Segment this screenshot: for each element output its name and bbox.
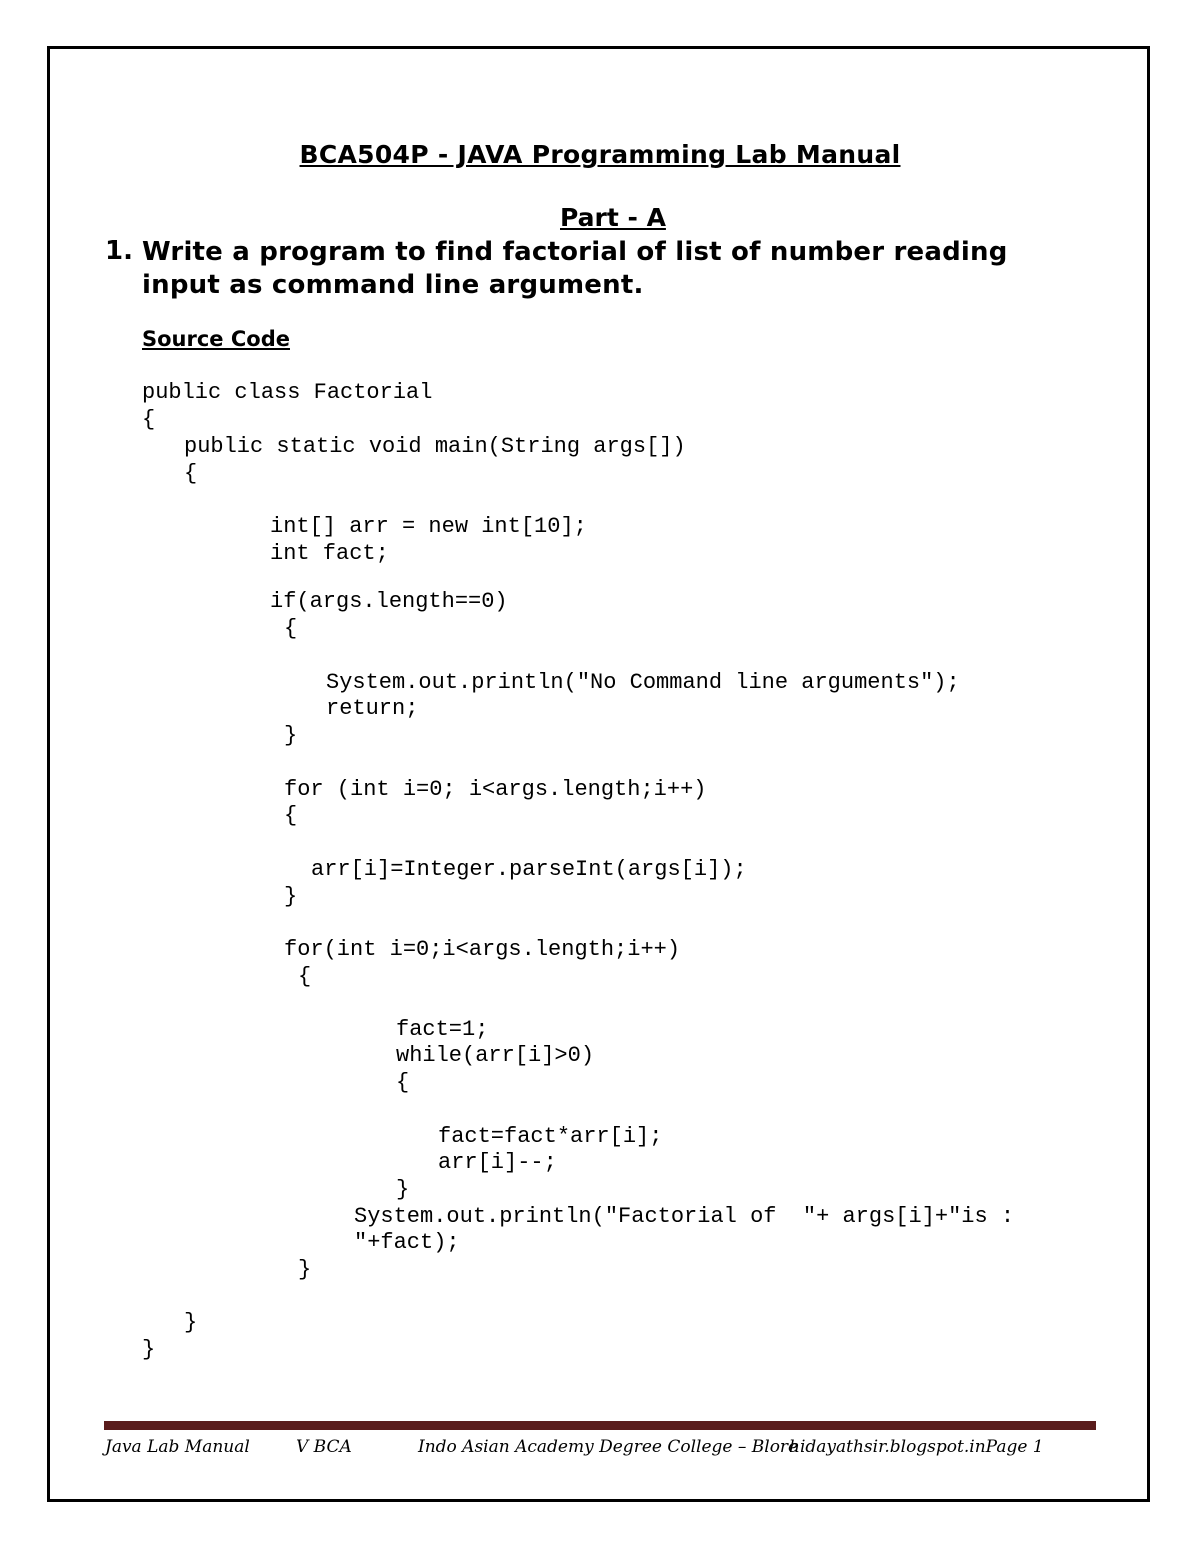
code-line: } — [142, 1337, 156, 1362]
code-line: if(args.length==0) — [270, 589, 508, 614]
part-heading: Part - A — [560, 203, 666, 232]
footer-site-page: hidayathsir.blogspot.inPage 1 — [789, 1437, 1044, 1457]
code-line: for (int i=0; i<args.length;i++) — [284, 777, 707, 802]
code-line: } — [284, 723, 298, 748]
code-line: arr[i]=Integer.parseInt(args[i]); — [311, 857, 747, 882]
code-line: } — [298, 1257, 312, 1282]
code-line: "+fact); — [354, 1230, 460, 1255]
code-line: { — [284, 616, 298, 641]
question-number: 1. — [105, 236, 133, 266]
code-line: int[] arr = new int[10]; — [270, 514, 587, 539]
code-line: } — [284, 884, 298, 909]
code-line: { — [298, 964, 312, 989]
code-line: while(arr[i]>0) — [396, 1043, 595, 1068]
code-line: return; — [326, 696, 419, 721]
code-line: int fact; — [270, 541, 389, 566]
document-title: BCA504P - JAVA Programming Lab Manual — [299, 140, 901, 169]
code-line: { — [184, 461, 198, 486]
code-line: arr[i]--; — [438, 1150, 557, 1175]
code-line: System.out.println("No Command line arguments"); — [326, 670, 960, 695]
code-line: } — [184, 1310, 198, 1335]
footer-manual: Java Lab Manual — [105, 1437, 250, 1457]
code-line: public static void main(String args[]) — [184, 434, 686, 459]
footer-divider — [104, 1421, 1096, 1430]
code-line: { — [284, 803, 298, 828]
code-line: { — [142, 407, 156, 432]
code-line: } — [396, 1177, 410, 1202]
code-line: fact=fact*arr[i]; — [438, 1124, 663, 1149]
code-line: fact=1; — [396, 1017, 489, 1042]
footer-class: V BCA — [296, 1437, 352, 1457]
footer-college: Indo Asian Academy Degree College – Blore — [418, 1437, 799, 1457]
question-text: Write a program to find factorial of list of number reading input as command line argument. — [142, 237, 1008, 300]
code-line: { — [396, 1070, 410, 1095]
source-code-heading: Source Code — [142, 327, 290, 351]
code-line: System.out.println("Factorial of "+ args[i]+"is : — [354, 1204, 1015, 1229]
code-line: for(int i=0;i<args.length;i++) — [284, 937, 681, 962]
code-line: public class Factorial — [142, 380, 433, 405]
